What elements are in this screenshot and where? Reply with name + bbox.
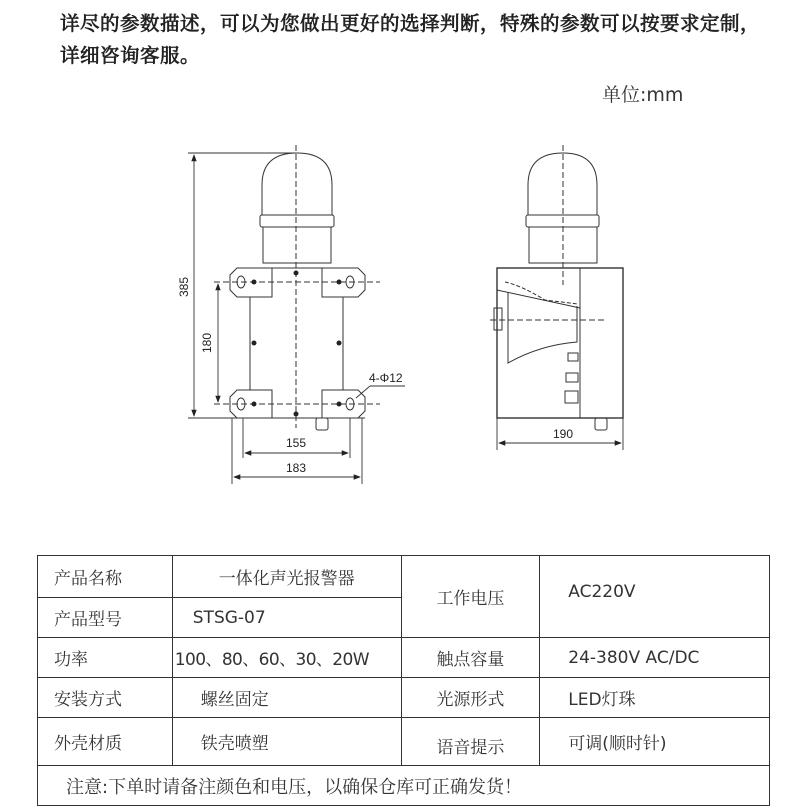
intro-text: 详尽的参数描述，可以为您做出更好的选择判断，特殊的参数可以按要求定制，详细咨询客服。	[60, 12, 761, 67]
voice-label: 语音提示	[401, 718, 540, 766]
side-view	[490, 145, 623, 430]
dim-183: 183	[285, 461, 307, 475]
table-row	[38, 678, 770, 718]
spec-table	[37, 555, 770, 806]
dim-385: 385	[177, 276, 191, 298]
model-label: 产品型号	[38, 598, 173, 638]
mount-value: 螺丝固定	[172, 678, 401, 718]
unit-label: 单位:mm	[602, 84, 684, 106]
model-value: STSG-07	[172, 598, 401, 638]
mount-label: 安装方式	[38, 678, 173, 718]
dim-180: 180	[200, 332, 214, 354]
table-row	[38, 718, 770, 766]
light-label: 光源形式	[401, 678, 540, 718]
voice-value: 可调(顺时针)	[540, 718, 770, 766]
power-label: 功率	[38, 638, 173, 678]
order-note: 注意:下单时请备注颜色和电压，以确保仓库可正确发货！	[38, 766, 770, 806]
dim-155: 155	[285, 436, 307, 450]
voltage-label: 工作电压	[401, 556, 540, 638]
table-row	[38, 638, 770, 678]
voltage-value: AC220V	[540, 556, 770, 638]
contact-value: 24-380V AC/DC	[540, 638, 770, 678]
contact-label: 触点容量	[401, 638, 540, 678]
power-value: 100、80、60、30、20W	[172, 638, 401, 678]
front-view	[214, 145, 380, 430]
light-value: LED灯珠	[540, 678, 770, 718]
shell-label: 外壳材质	[38, 718, 173, 766]
table-row	[38, 556, 770, 598]
dim-holes: 4-Φ12	[369, 371, 403, 385]
dim-190: 190	[552, 427, 574, 441]
product-name-value: 一体化声光报警器	[172, 556, 401, 598]
product-name-label: 产品名称	[38, 556, 173, 598]
shell-value: 铁壳喷塑	[172, 718, 401, 766]
